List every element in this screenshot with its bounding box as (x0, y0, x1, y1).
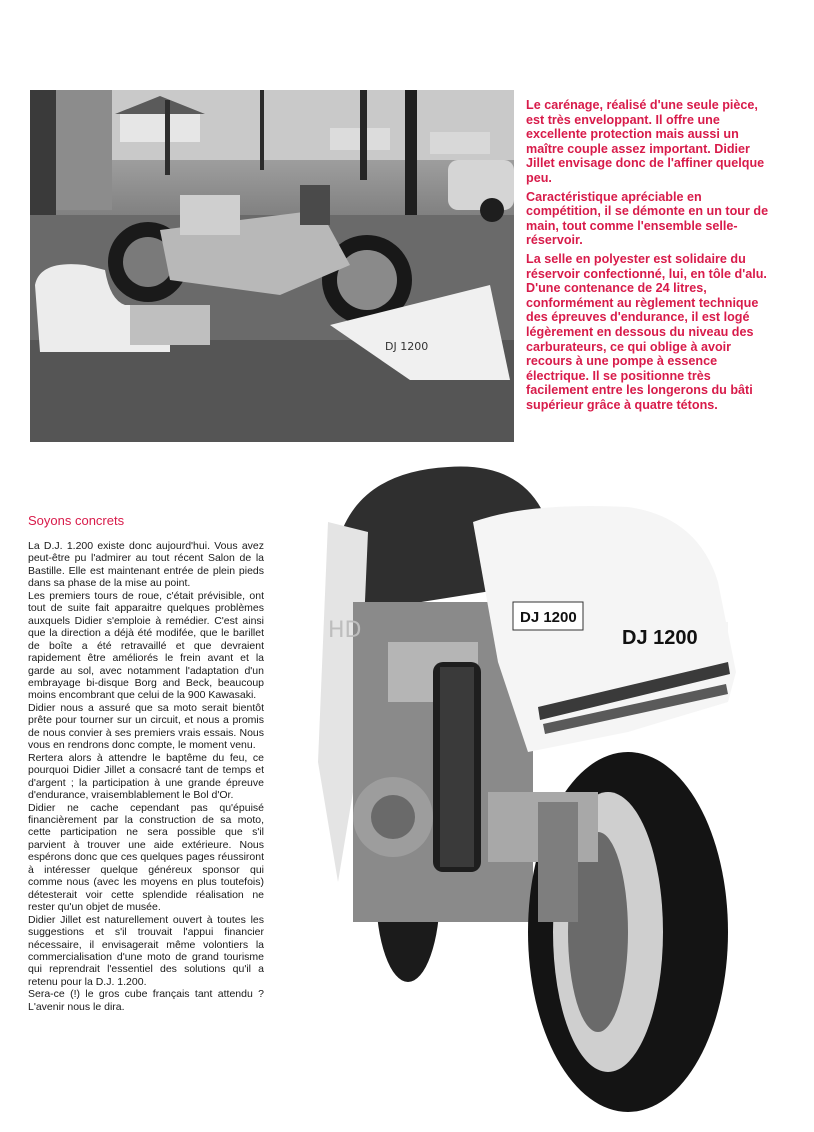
article-paragraph-2: Les premiers tours de roue, c'était prévisible, ont tout de suite fait apparaitre quelques problèmes auxquels Didier s'emploie à remédier. C'est ainsi que la direction a déjà été modifée, que le barillet de boîte a été retravaillé et que devraient rapidement être améliorés le frein avant et la garde au sol, avec notamment l'adaptation d'un embrayage bi-disque Borg and Beck, beaucoup moins encombrant que celui de la 900 Kawasaki. (28, 589, 264, 702)
photo-top-drawing (30, 90, 514, 442)
article-paragraph-6: Didier Jillet est naturellement ouvert à toutes les suggestions et s'il trouvait l'appui financier nécessaire, il envisagerait même volontiers la commercialisation d'une moto de grand tourisme qui reprendrait l'essentiel des solutions qu'il a retenu pour la D.J. 1.200. (28, 913, 264, 988)
watermark-text: HD (328, 618, 362, 643)
article-paragraph-4: Rertera alors à attendre le baptême du feu, ce pourquoi Didier Jillet a consacré tant de temps et d'argent ; la participation à une grande épreuve d'endurance, vraisemblablement le Bol d'Or. (28, 751, 264, 802)
section-heading: Soyons concrets (28, 513, 125, 528)
photo-main-drawing (298, 462, 740, 1114)
article-paragraph-7: Sera-ce (!) le gros cube français tant attendu ? L'avenir nous le dira. (28, 988, 264, 1013)
caption-paragraph-2: Caractéristique apréciable en compétition, il se démonte en un tour de main, tout comme l'ensemble selle-réservoir. (526, 189, 769, 248)
article-paragraph-5: Didier ne cache cependant pas qu'épuisé financièrement par la construction de sa moto, cette participation ne sera possible que s'il parvient à trouver une aide extérieure. Nous espérons donc que ces quelques pages réussiront à intéresser quelque généreux sponsor qui comme nous (avec les moyens en plus toutefois) détesterait voir cette splendide réalisation ne rester qu'un objet de musée. (28, 801, 264, 914)
article-body (28, 540, 264, 1013)
fairing-label-large: DJ 1200 (622, 627, 698, 649)
article-paragraph-3: Didier nous a assuré que sa moto serait bientôt prête pour tourner sur un circuit, et nous a promis de nous convier à ses premiers vrais essais. Nous vous en rendrons donc compte, le moment venu. (28, 701, 264, 752)
article-paragraph-1: La D.J. 1.200 existe donc aujourd'hui. Vous avez peut-être pu l'admirer au tout récent Salon de la Bastille. Elle est maintenant entrée de plein pieds dans sa phase de la mise au point. (28, 540, 264, 590)
fairing-label-top: DJ 1200 (385, 340, 429, 353)
photo-motorcycle-rear (298, 462, 740, 1114)
fairing-label-small: DJ 1200 (520, 609, 577, 626)
caption-paragraph-3: La selle en polyester est solidaire du réservoir confectionné, lui, en tôle d'alu. D'une contenance de 24 litres, conformément au règlement technique des épreuves d'endurance, il est logé légèrement en dessous du niveau des carburateurs, ce qui oblige à avoir recours à une pompe à essence électrique. Il se positionne très facilement entre les longerons du bâti supérieur grâce à quatre tétons. (526, 251, 767, 412)
photo-motorcycle-frame (30, 90, 514, 442)
photo-caption (526, 98, 776, 416)
caption-paragraph-1: Le carénage, réalisé d'une seule pièce, est très enveloppant. Il offre une excellente protection mais aussi un maître couple assez important. Didier Jillet envisage donc de l'affiner quelque peu. (526, 98, 765, 185)
